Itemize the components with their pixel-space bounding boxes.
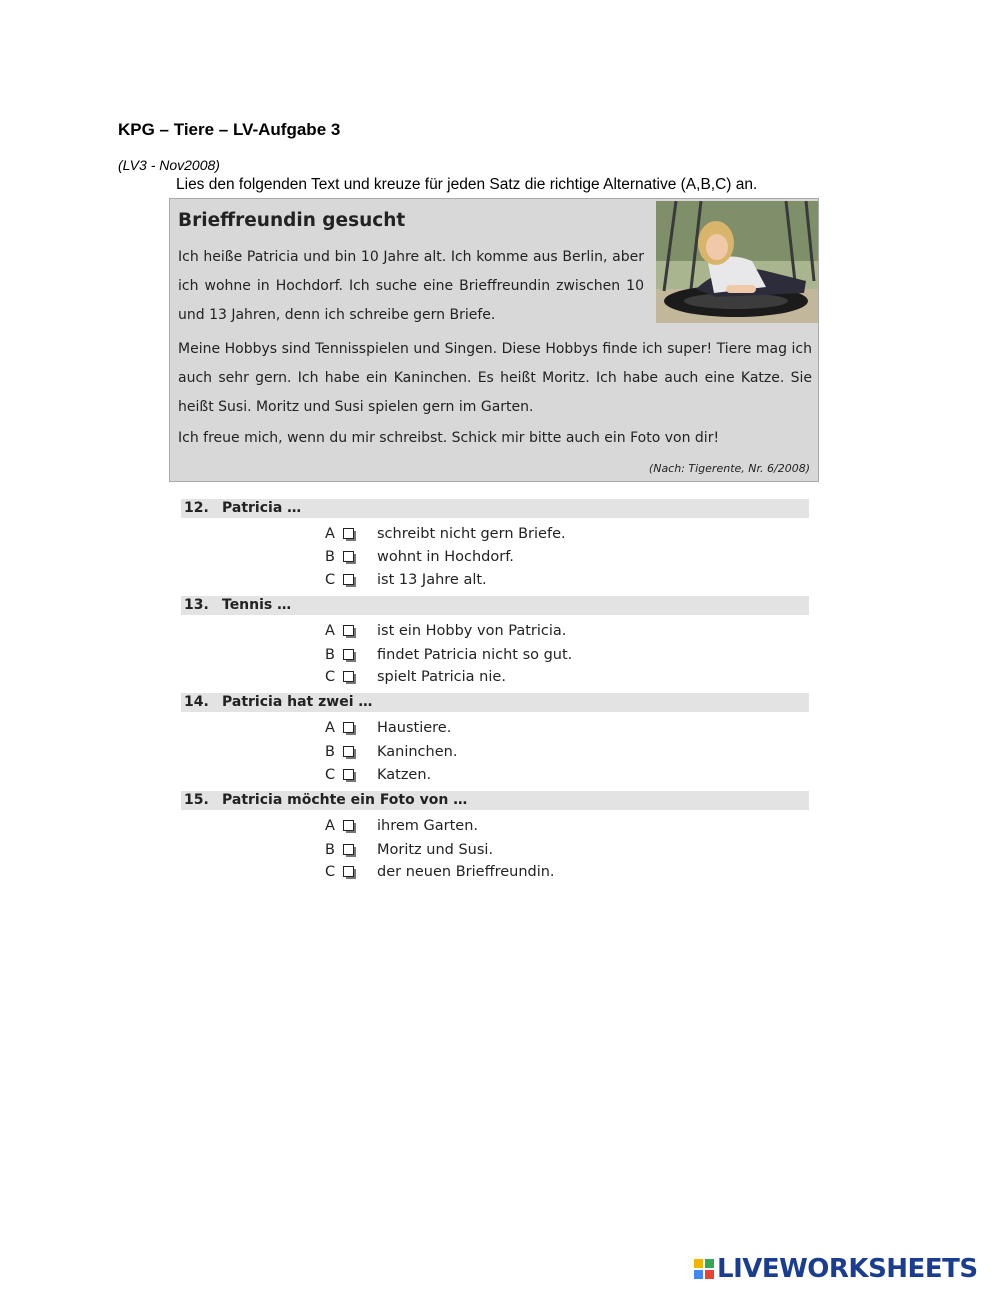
option-text: ist ein Hobby von Patricia.: [377, 623, 567, 639]
checkbox-icon[interactable]: [343, 769, 354, 780]
option-letter: B: [325, 744, 335, 760]
option-text: Kaninchen.: [377, 744, 458, 760]
option-letter: C: [325, 669, 336, 685]
checkbox-icon[interactable]: [343, 746, 354, 757]
checkbox-icon[interactable]: [343, 844, 354, 855]
checkbox-icon[interactable]: [343, 866, 354, 877]
reading-paragraph-3: Ich freue mich, wenn du mir schreibst. Schick mir bitte auch ein Foto von dir!: [178, 430, 720, 446]
logo-text: LIVEWORKSHEETS: [717, 1254, 978, 1284]
reading-text-box: [169, 198, 819, 482]
checkbox-icon[interactable]: [343, 649, 354, 660]
checkbox-icon[interactable]: [343, 722, 354, 733]
question-number: 15.: [184, 792, 209, 808]
option-text: Moritz und Susi.: [377, 842, 494, 858]
option-text: spielt Patricia nie.: [377, 669, 506, 685]
option-text: Katzen.: [377, 767, 432, 783]
checkbox-icon[interactable]: [343, 671, 354, 682]
option-text: schreibt nicht gern Briefe.: [377, 526, 566, 542]
source-note: (LV3 - Nov2008): [118, 157, 220, 173]
option-letter: A: [325, 818, 335, 834]
checkbox-icon[interactable]: [343, 551, 354, 562]
page-title: KPG – Tiere – LV-Aufgabe 3: [118, 120, 341, 139]
question-header-12: [181, 499, 809, 518]
checkbox-icon[interactable]: [343, 625, 354, 636]
option-letter: C: [325, 864, 336, 880]
question-number: 13.: [184, 597, 209, 613]
checkbox-icon[interactable]: [343, 528, 354, 539]
option-text: findet Patricia nicht so gut.: [377, 647, 573, 663]
girl-photo: [656, 201, 818, 323]
checkbox-icon[interactable]: [343, 820, 354, 831]
option-letter: C: [325, 572, 336, 588]
option-text: ihrem Garten.: [377, 818, 479, 834]
logo-blocks-icon: [694, 1259, 714, 1279]
question-header-13: [181, 596, 809, 615]
reading-paragraph-1: Ich heiße Patricia und bin 10 Jahre alt. Ich komme aus Berlin, aber ich wohne in Hochdorf. Ich suche eine Brieffreundin zwischen 10 und 13 Jahren, denn ich schreibe gern Briefe.: [178, 249, 644, 323]
option-letter: A: [325, 526, 335, 542]
reading-heading: Brieffreundin gesucht: [178, 210, 406, 231]
instruction-text: Lies den folgenden Text und kreuze für jeden Satz die richtige Alternative (A,B,C) an.: [176, 176, 758, 193]
question-header-14: [181, 693, 809, 712]
checkbox-icon[interactable]: [343, 574, 354, 585]
question-text: Patricia hat zwei …: [222, 694, 373, 710]
option-letter: A: [325, 623, 335, 639]
source-credit: (Nach: Tigerente, Nr. 6/2008): [648, 462, 810, 475]
question-number: 14.: [184, 694, 209, 710]
question-text: Patricia möchte ein Foto von …: [222, 792, 468, 808]
reading-paragraph-2: Meine Hobbys sind Tennisspielen und Singen. Diese Hobbys finde ich super! Tiere mag ich auch sehr gern. Ich habe ein Kaninchen. Es heißt Moritz. Ich habe auch eine Katze. Sie heißt Susi. Moritz und Susi spielen gern im Garten.: [178, 341, 812, 415]
option-letter: C: [325, 767, 336, 783]
question-text: Patricia …: [222, 500, 302, 516]
option-letter: A: [325, 720, 335, 736]
question-header-15: [181, 791, 809, 810]
option-text: Haustiere.: [377, 720, 452, 736]
option-text: der neuen Brieffreundin.: [377, 864, 555, 880]
option-text: wohnt in Hochdorf.: [377, 549, 514, 565]
option-letter: B: [325, 647, 335, 663]
question-text: Tennis …: [222, 597, 292, 613]
option-letter: B: [325, 842, 335, 858]
option-text: ist 13 Jahre alt.: [377, 572, 487, 588]
option-letter: B: [325, 549, 335, 565]
question-number: 12.: [184, 500, 209, 516]
girl-on-swing-image: [656, 201, 818, 323]
